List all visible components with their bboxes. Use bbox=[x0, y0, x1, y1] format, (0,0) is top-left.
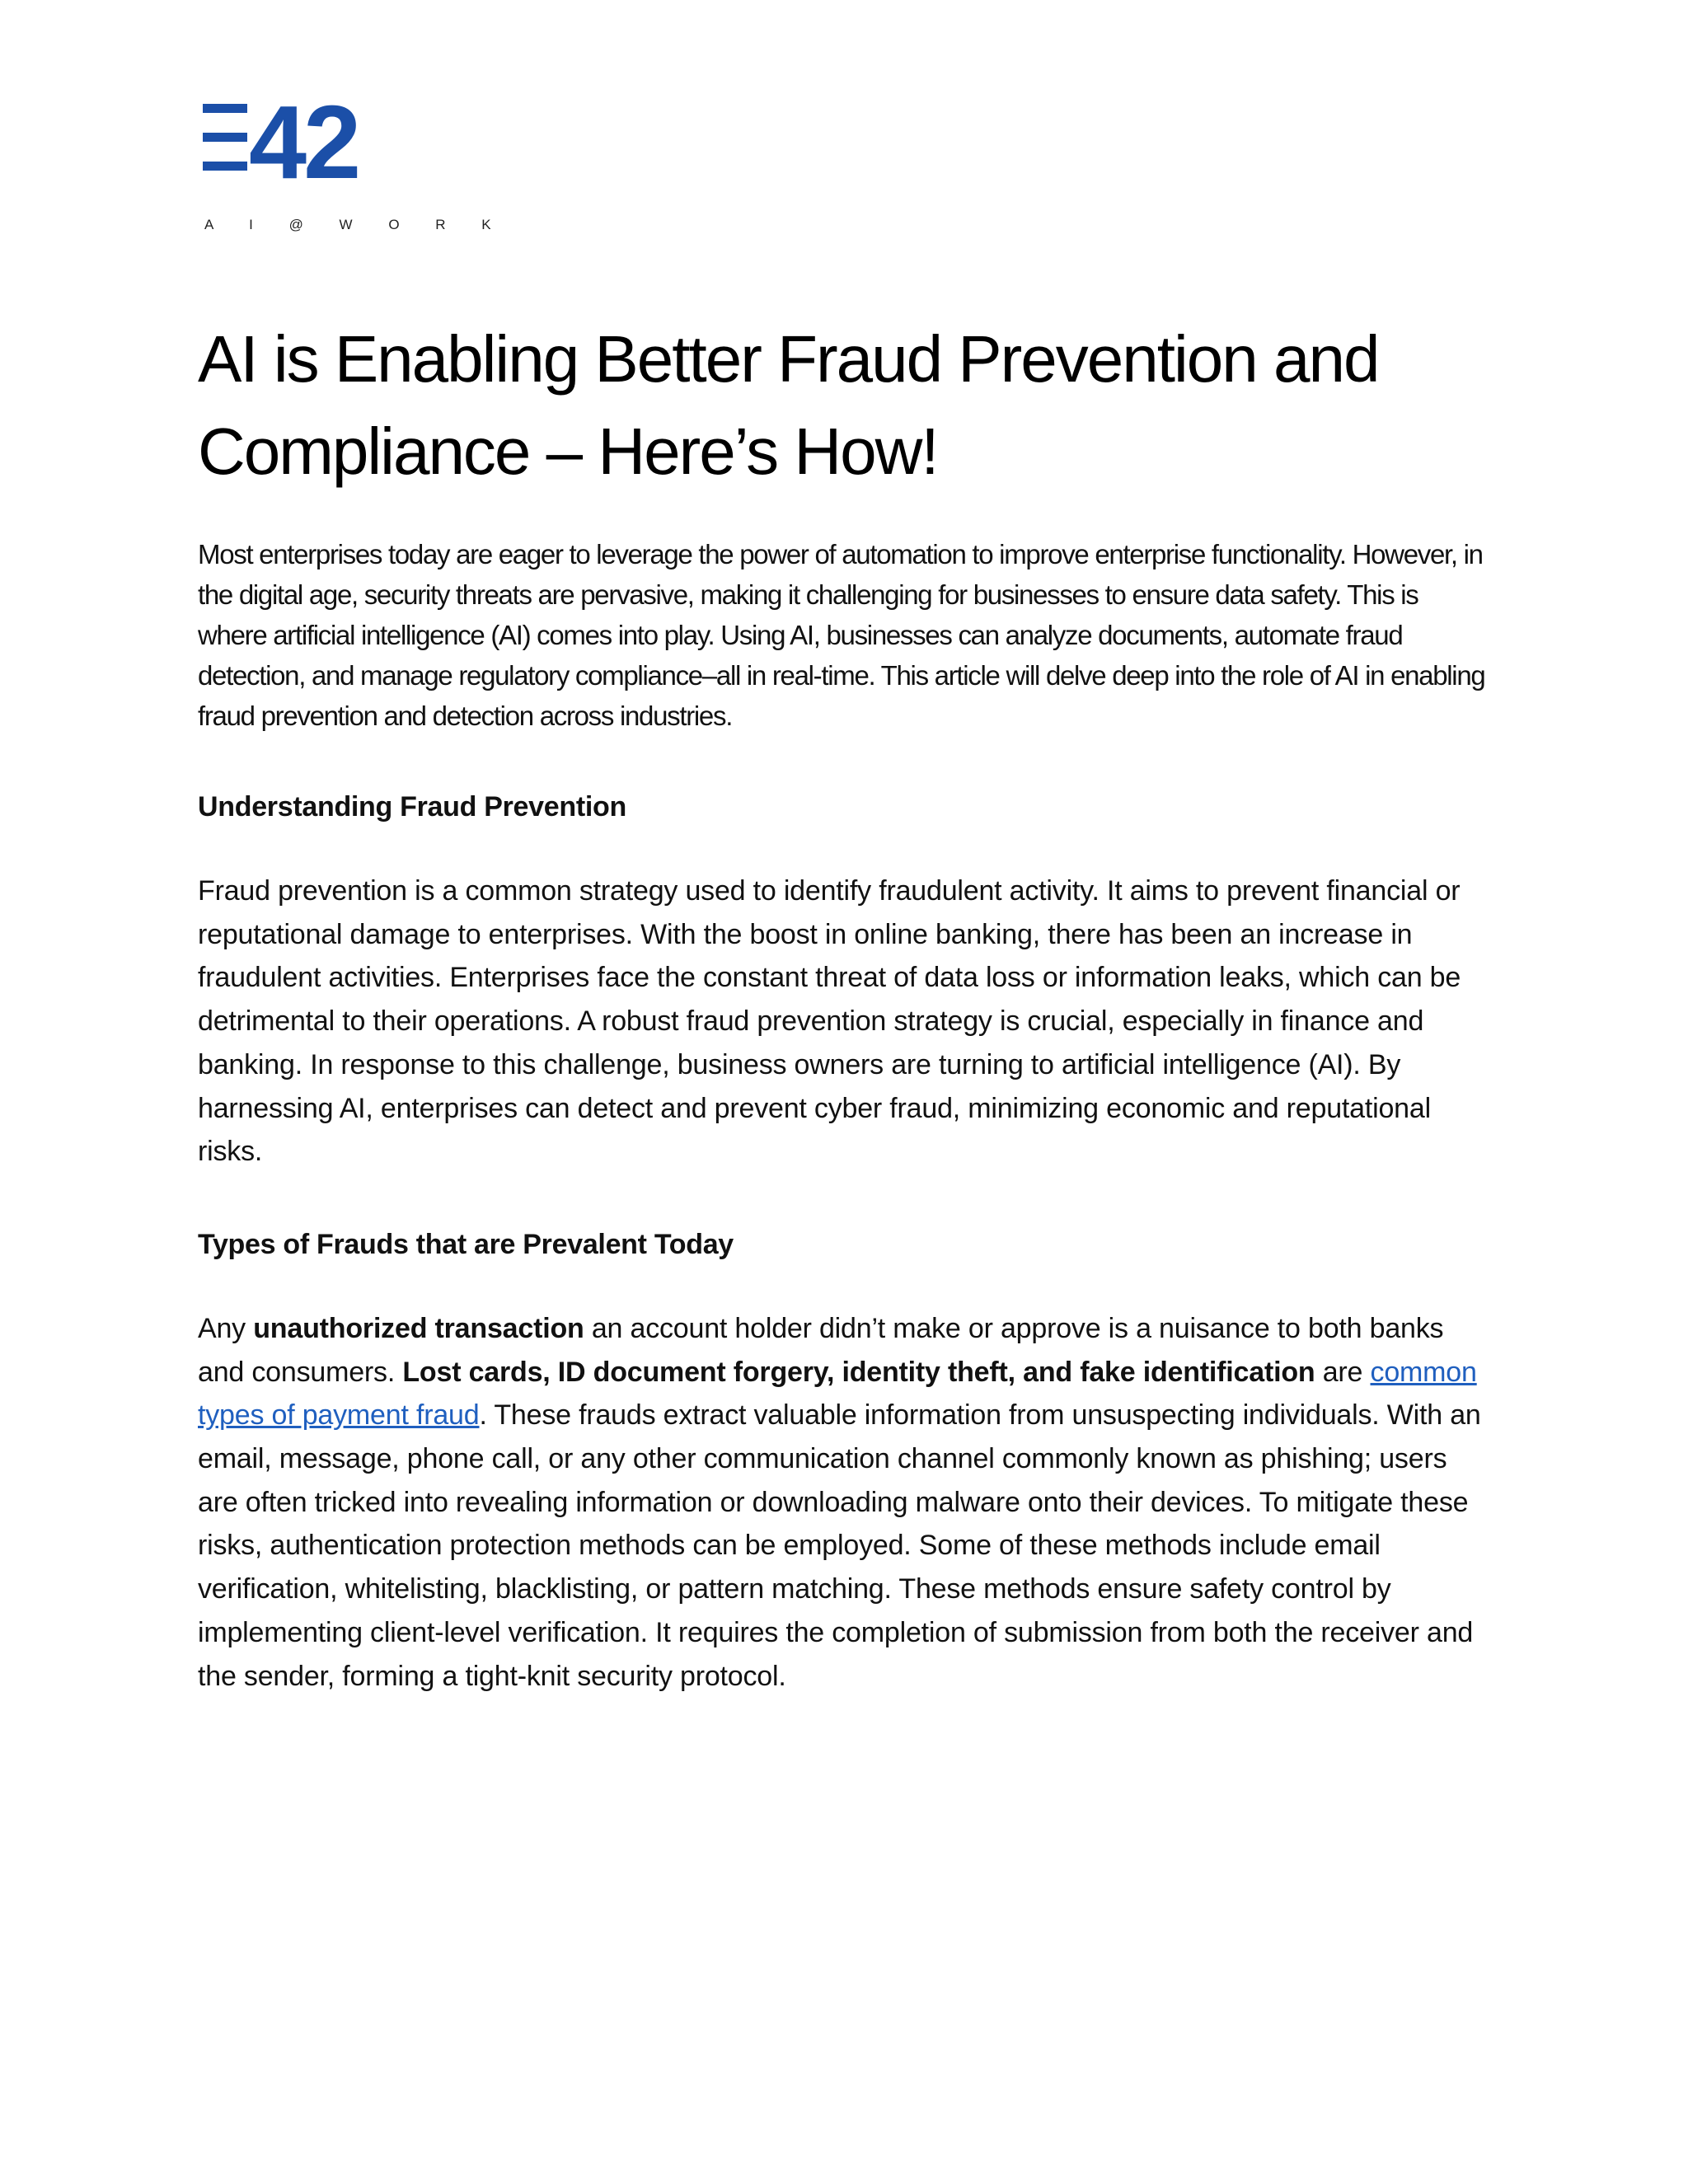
e42-logo bbox=[203, 84, 508, 237]
text-run: an account holder didn’t make or approve is a nuisance to both banks and consumers. bbox=[198, 1312, 1444, 1388]
bold-fraud-types: Lost cards, ID document forgery, identity theft, and fake identification bbox=[402, 1356, 1315, 1388]
article-intro: Most enterprises today are eager to leverage the power of automation to improve enterprise functionality. However, in the digital age, security threats are pervasive, making it challenging for businesses to ensure data safety. This is where artificial intelligence (AI) comes into play. Using AI, businesses can analyze documents, automate fraud detection, and manage regulatory compliance–all in real-time. This article will delve deep into the role of AI in enabling fraud prevention and detection across industries. bbox=[198, 539, 1485, 731]
text-run: . These frauds extract valuable information from unsuspecting individuals. With an email, message, phone call, or any other communication channel commonly known as phishing; users are often tricked into revealing information or downloading malware onto their devices. To mitigate these risks, authentication protection methods can be employed. Some of these methods include email verification, whitelisting, blacklisting, or pattern matching. These methods ensure safety control by implementing client-level verification. It requires the completion of submission from both the receiver and the sender, forming a tight-knit security protocol. bbox=[198, 1399, 1481, 1692]
section-heading-types-of-frauds: Types of Frauds that are Prevalent Today bbox=[198, 1228, 734, 1260]
logo-tagline: A I @ W O R K bbox=[204, 217, 508, 232]
text-run: are bbox=[1315, 1356, 1371, 1388]
section-body-types-of-frauds bbox=[198, 1307, 1492, 1698]
article-title: AI is Enabling Better Fraud Prevention and Compliance – Here’s How! bbox=[198, 322, 1379, 488]
article bbox=[198, 313, 1492, 1698]
payment-fraud-link[interactable]: common types of payment fraud bbox=[198, 1356, 1477, 1432]
e42-logo-mark bbox=[203, 84, 508, 237]
section-heading-understanding-fraud-prevention: Understanding Fraud Prevention bbox=[198, 791, 626, 823]
logo-mark-text: 42 bbox=[249, 84, 359, 200]
bold-unauthorized-transaction: unauthorized transaction bbox=[253, 1312, 584, 1344]
section-body-understanding-fraud-prevention: Fraud prevention is a common strategy used to identify fraudulent activity. It aims to prevent financial or reputational damage to enterprises. With the boost in online banking, there has been an increase in fraudulent activities. Enterprises face the constant threat of data loss or information leaks, which can be detrimental to their operations. A robust fraud prevention strategy is crucial, especially in finance and banking. In response to this challenge, business owners are turning to artificial intelligence (AI). By harnessing AI, enterprises can detect and prevent cyber fraud, minimizing economic and reputational risks. bbox=[198, 875, 1461, 1168]
text-run: Any bbox=[198, 1312, 254, 1344]
